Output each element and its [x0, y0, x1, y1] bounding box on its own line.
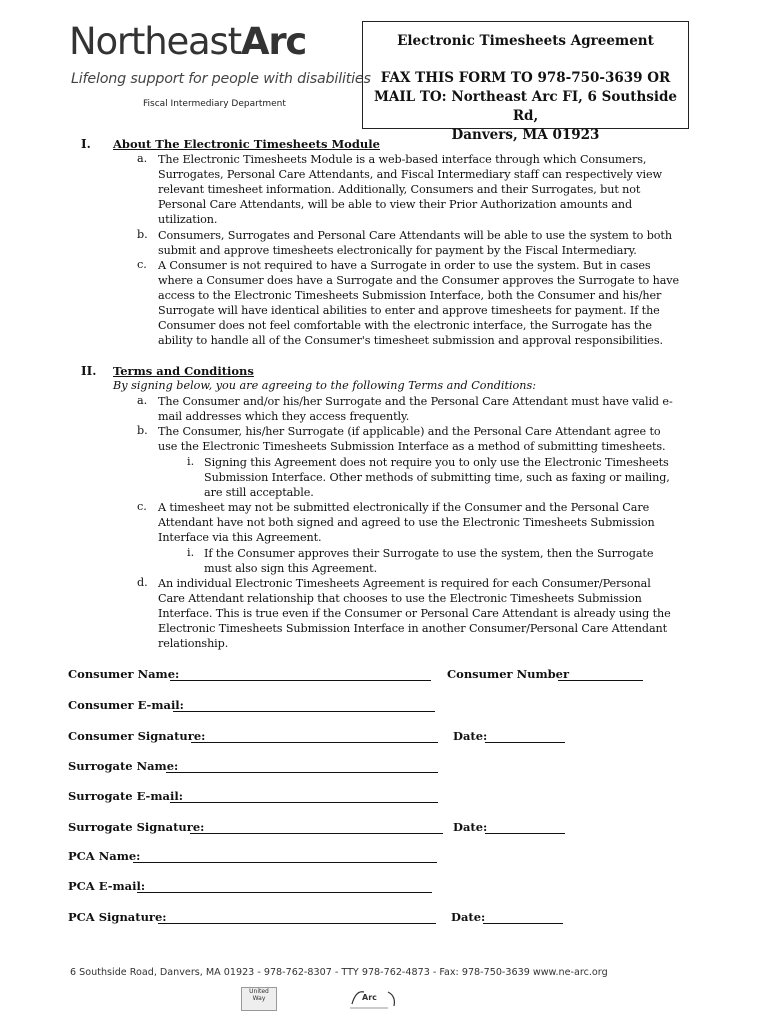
pca-date-field[interactable]: [483, 923, 563, 924]
terms-item-c: A timesheet may not be submitted electronically if the Consumer and the Personal Care Attendant have not both signed and agreed to use the Electronic Timesheets Submission Interface via this Agreement.: [158, 501, 655, 545]
item-marker: i.: [187, 455, 195, 468]
terms-item-a: The Consumer and/or his/her Surrogate and the Personal Care Attendant must have valid e- mail addresses which they access frequently.: [158, 395, 673, 424]
pca-name-label: PCA Name:: [68, 849, 141, 863]
consumer-email-label: Consumer E-mail:: [68, 698, 184, 712]
footer-address: 6 Southside Road, Danvers, MA 01923 - 978-762-8307 - TTY 978-762-4873 - Fax: 978-750-3639 www.ne-arc.org: [70, 967, 608, 978]
item-marker: a.: [137, 394, 148, 407]
pca-email-label: PCA E-mail:: [68, 879, 146, 893]
terms-item-d: An individual Electronic Timesheets Agreement is required for each Consumer/Personal Care Attendant relationship that chooses to use the Electronic Timesheets Submission Interface. This is true even if the Consumer or Personal Care Attendant is already using the Electronic Timesheets Submission Interface in another Consumer/Personal Care Attendant relationship.: [158, 577, 671, 651]
consumer-number-label: Consumer Number: [447, 667, 570, 681]
section-1-title: About The Electronic Timesheets Module: [113, 137, 380, 151]
consumer-date-field[interactable]: [485, 742, 565, 743]
surrogate-name-field[interactable]: [166, 772, 438, 773]
surrogate-email-label: Surrogate E-mail:: [68, 789, 183, 803]
consumer-number-field[interactable]: [558, 680, 643, 681]
section-1-item-b: Consumers, Surrogates and Personal Care Attendants will be able to use the system to both submit and approve timesheets electronically for payment by the Fiscal Intermediary.: [158, 229, 672, 258]
pca-name-field[interactable]: [133, 862, 437, 863]
pca-signature-label: PCA Signature:: [68, 910, 167, 924]
section-1-number: I.: [81, 137, 91, 151]
section-1-item-c: A Consumer is not required to have a Surrogate in order to use the system. But in cases where a Consumer does have a Surrogate and the Consumer approves the Surrogate to have access to the Electronic Timesheets Submission Interface, both the Consumer and his/her Surrogate will have identical abilities to enter and approve timesheets for payment. If the Consumer does not feel comfortable with the electronic interface, the Surrogate has the ability to handle all of the Consumer's timesheet submission and approval responsibilities.: [158, 259, 680, 348]
tagline: Lifelong support for people with disabilities: [71, 71, 371, 87]
header-info-box: [362, 21, 689, 143]
surrogate-name-label: Surrogate Name:: [68, 759, 179, 773]
surrogate-date-label: Date:: [453, 820, 488, 834]
department-label: Fiscal Intermediary Department: [143, 99, 286, 109]
terms-item-b-i: Signing this Agreement does not require you to only use the Electronic Timesheets Submission Interface. Other methods of submitting time, such as faxing or mailing, are still acceptable.: [204, 456, 670, 500]
terms-intro: By signing below, you are agreeing to the following Terms and Conditions:: [113, 379, 537, 392]
surrogate-signature-label: Surrogate Signature:: [68, 820, 205, 834]
item-marker: c.: [137, 258, 147, 271]
pca-email-field[interactable]: [137, 892, 432, 893]
section-2-title: Terms and Conditions: [113, 364, 254, 378]
surrogate-date-field[interactable]: [485, 833, 565, 834]
consumer-signature-label: Consumer Signature:: [68, 729, 206, 743]
pca-signature-field[interactable]: [158, 923, 436, 924]
surrogate-email-field[interactable]: [170, 802, 438, 803]
pca-date-label: Date:: [451, 910, 486, 924]
arc-logo-graphic: [348, 986, 403, 1010]
section-2-number: II.: [81, 364, 97, 378]
item-marker: b.: [137, 424, 148, 437]
item-marker: a.: [137, 152, 148, 165]
terms-item-b: The Consumer, his/her Surrogate (if applicable) and the Personal Care Attendant agree to use the Electronic Timesheets Submission Interface as a method of submitting timesheets.: [158, 425, 666, 454]
northeast-arc-logo: NortheastArc: [69, 20, 307, 63]
united-way-logo: United Way: [241, 987, 277, 1011]
item-marker: c.: [137, 500, 147, 513]
arc-logo-text: Arc: [362, 993, 377, 1002]
consumer-date-label: Date:: [453, 729, 488, 743]
mailing-instructions: FAX THIS FORM TO 978-750-3639 OR MAIL TO: Northeast Arc FI, 6 Southside Rd, Danvers, MA 01923: [373, 70, 678, 143]
consumer-name-label: Consumer Name:: [68, 667, 180, 681]
item-marker: i.: [187, 546, 195, 559]
item-marker: d.: [137, 576, 148, 589]
consumer-signature-field[interactable]: [191, 742, 438, 743]
form-title: Electronic Timesheets Agreement: [397, 33, 654, 49]
consumer-name-field[interactable]: [170, 680, 431, 681]
surrogate-signature-field[interactable]: [190, 833, 443, 834]
consumer-email-field[interactable]: [173, 711, 435, 712]
arc-logo: [348, 986, 403, 1010]
item-marker: b.: [137, 228, 148, 241]
section-1-item-a: The Electronic Timesheets Module is a web-based interface through which Consumers, Surrogates, Personal Care Attendants, and Fiscal Intermediary staff can respectively view relevant timesheet information. Additionally, Consumers and their Surrogates, but not Personal Care Attendants, will be able to view their Prior Authorization amounts and utilization.: [158, 153, 662, 227]
terms-item-c-i: If the Consumer approves their Surrogate to use the system, then the Surrogate must also sign this Agreement.: [204, 547, 654, 576]
